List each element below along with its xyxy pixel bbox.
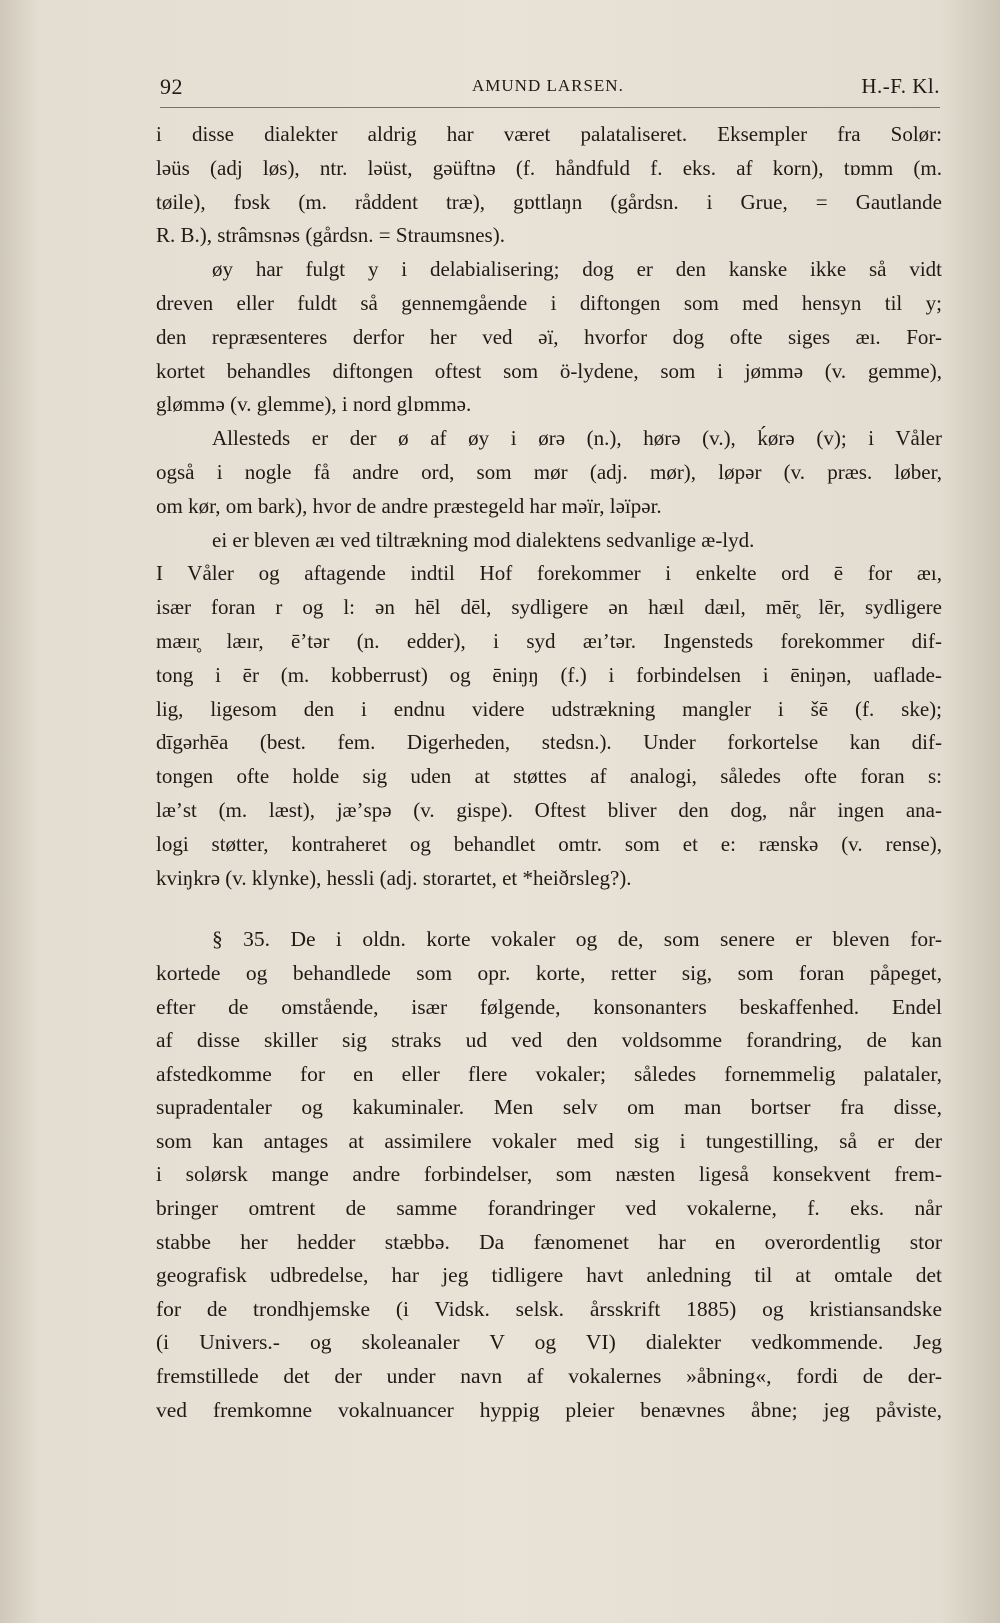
running-header-series: H.-F. Kl. (861, 74, 940, 98)
text-line: bringer omtrent de samme forandringer ved vokalerne, f. eks. når (156, 1196, 942, 1221)
text-line: tong i ēr (m. kobberrust) og ēniŋŋ (f.) i forbindelsen i ēniŋən, uaflade- (156, 662, 942, 687)
text-line: fremstillede det der under navn af vokalernes »åbning«, fordi de der- (156, 1364, 942, 1389)
text-line: mæır̥ læır, ēʼtər (n. edder), i syd æıʼtər. Ingensteds forekommer dif- (156, 628, 942, 653)
text-line: dīgərhēa (best. fem. Digerheden, stedsn.). Under forkortelse kan dif- (156, 730, 942, 755)
text-line: tongen ofte holde sig uden at støttes af analogi, således ofte foran s: (156, 764, 942, 789)
text-line: ləüs (adj løs), ntr. ləüst, gəüftnə (f. håndfuld f. eks. af korn), tɒmm (m. (156, 155, 942, 180)
text-line: i solørsk mange andre forbindelser, som næsten ligeså konsekvent frem- (156, 1162, 942, 1187)
text-line: øy har fulgt y i delabialisering; dog er den kanske ikke så vidt (212, 257, 942, 282)
text-line: i disse dialekter aldrig har været palataliseret. Eksempler fra Solør: (156, 122, 942, 146)
text-line: om kør, om bark), hvor de andre præstegeld har məïr, ləïpər. (156, 493, 662, 518)
text-line: af disse skiller sig straks ud ved den voldsomme forandring, de kan (156, 1028, 942, 1053)
text-line: som kan antages at assimilere vokaler med sig i tungestilling, så er der (156, 1128, 942, 1153)
text-line: læʼst (m. læst), jæʼspə (v. gispe). Oftest bliver den dog, når ingen ana- (156, 797, 942, 822)
text-line: (i Univers.- og skoleanaler V og VI) dialekter vedkommende. Jeg (156, 1330, 942, 1355)
text-line: § 35. De i oldn. korte vokaler og de, som senere er bleven for- (212, 927, 942, 952)
text-line: ved fremkomne vokalnuancer hyppig pleier benævnes åbne; jeg påviste, (156, 1397, 942, 1422)
text-line: glømmə (v. glemme), i nord glɒmmə. (156, 392, 472, 417)
text-line: efter de omstående, især følgende, konsonanters beskaffenhed. Endel (156, 994, 942, 1019)
paragraph-block-1 (156, 118, 942, 895)
text-line: for de trondhjemske (i Vidsk. selsk. årsskrift 1885) og kristiansandske (156, 1296, 942, 1321)
text-line: den repræsenteres derfor her ved əï, hvorfor dog ofte siges æı. For- (156, 324, 942, 349)
text-line: R. B.), strâmsnəs (gårdsn. = Straumsnes). (156, 223, 505, 248)
text-line: kortede og behandlede som opr. korte, retter sig, som foran påpeget, (156, 960, 942, 985)
section-35 (156, 923, 942, 1427)
text-line: tøile), fɒsk (m. råddent træ), gɒttlaŋn (gårdsn. i Grue, = Gautlande (156, 189, 942, 214)
text-line: kviŋkrə (v. klynke), hessli (adj. storartet, et *heiðrsleg?). (156, 865, 632, 890)
text-line: dreven eller fuldt så gennemgående i diftongen som med hensyn til y; (156, 290, 942, 315)
text-line: I Våler og aftagende indtil Hof forekommer i enkelte ord ē for æı, (156, 561, 942, 586)
text-line: afstedkomme for en eller flere vokaler; således fornemmelig palataler, (156, 1061, 942, 1086)
page-number: 92 (160, 74, 183, 99)
text-line: stabbe her hedder stæbbə. Da fænomenet har en overordentlig stor (156, 1229, 942, 1254)
running-header (160, 70, 940, 104)
text-line: også i nogle få andre ord, som mør (adj. mør), løpər (v. præs. løber, (156, 459, 942, 484)
header-rule (160, 107, 940, 108)
text-line: supradentaler og kakuminaler. Men selv om man bortser fra disse, (156, 1095, 942, 1120)
text-line: ei er bleven æı ved tiltrækning mod dialektens sedvanlige æ-lyd. (212, 527, 755, 552)
text-line: især foran r og l: ən hēl dēl, sydligere ən hæıl dæıl, mēr̥ lēr, sydligere (156, 595, 942, 620)
page-body (156, 118, 942, 1427)
text-line: lig, ligesom den i endnu videre udstrækning mangler i šē (f. ske); (156, 696, 942, 721)
text-line: geografisk udbredelse, har jeg tidligere havt anledning til at omtale det (156, 1263, 942, 1288)
text-line: logi støtter, kontraheret og behandlet omtr. som et e: rænskə (v. rense), (156, 831, 942, 856)
text-line: Allesteds er der ø af øy i ørə (n.), hørə (v.), ḱørə (v); i Våler (212, 426, 942, 451)
running-header-author: AMUND LARSEN. (472, 76, 624, 95)
text-line: kortet behandles diftongen oftest som ö-lydene, som i jømmə (v. gemme), (156, 358, 942, 383)
